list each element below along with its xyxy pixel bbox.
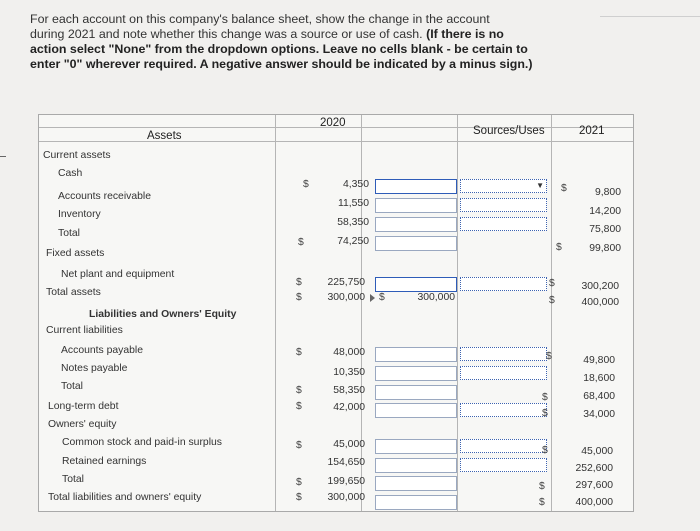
change-input-net-plant[interactable] — [375, 277, 457, 292]
value-2021-ar: 14,200 — [589, 206, 621, 217]
value-2020-inventory: 58,350 — [337, 217, 369, 228]
value-2020-total-cl: 58,350 — [333, 385, 365, 396]
sources-uses-dropdown-net-plant[interactable] — [460, 277, 547, 291]
dollar-sign: $ — [542, 392, 548, 403]
change-input-total-cl[interactable] — [375, 385, 457, 400]
dollar-sign: $ — [296, 277, 302, 288]
dollar-sign: $ — [296, 440, 302, 451]
dollar-sign: $ — [296, 292, 302, 303]
change-input-retained[interactable] — [375, 458, 457, 473]
dollar-sign: $ — [296, 477, 302, 488]
sources-uses-dropdown-ap[interactable] — [460, 347, 547, 361]
dollar-sign: $ — [296, 492, 302, 503]
sources-uses-dropdown-retained[interactable] — [460, 458, 547, 472]
dollar-sign: $ — [542, 445, 548, 456]
value-2020-net-plant: 225,750 — [327, 277, 365, 288]
instructions-line-1: For each account on this company's balance sheet, show the change in the account — [30, 12, 490, 26]
label-total-owners-equity: Total — [62, 474, 84, 485]
value-2020-np: 10,350 — [333, 367, 365, 378]
change-input-ap[interactable] — [375, 347, 457, 362]
value-2020-ltd: 42,000 — [333, 402, 365, 413]
sources-uses-dropdown-inventory[interactable] — [460, 217, 547, 231]
change-input-inventory[interactable] — [375, 217, 457, 232]
label-total-current-assets: Total — [58, 228, 80, 239]
change-input-ltd[interactable] — [375, 403, 457, 418]
value-2021-retained: 252,600 — [575, 463, 613, 474]
dollar-sign: $ — [549, 278, 555, 289]
label-owners-equity: Owners' equity — [48, 419, 117, 430]
label-inventory: Inventory — [58, 209, 101, 220]
dollar-sign: $ — [561, 183, 567, 194]
value-2020-ap: 48,000 — [333, 347, 365, 358]
label-long-term-debt: Long-term debt — [48, 401, 119, 412]
left-edge-mark — [0, 156, 6, 157]
sources-uses-dropdown-ar[interactable] — [460, 198, 547, 212]
change-input-common-stock[interactable] — [375, 439, 457, 454]
label-accounts-receivable: Accounts receivable — [58, 191, 151, 202]
instructions-line-4: enter "0" wherever required. A negative answer should be indicated by a minus sign.) — [30, 57, 533, 71]
label-retained-earnings: Retained earnings — [62, 456, 147, 467]
label-current-liabilities: Current liabilities — [46, 325, 123, 336]
value-change-total-assets: 300,000 — [417, 292, 455, 303]
label-net-plant: Net plant and equipment — [61, 269, 175, 280]
dollar-sign: $ — [379, 292, 385, 303]
instructions — [30, 12, 590, 72]
column-header-2020: 2020 — [320, 117, 346, 129]
sources-uses-dropdown-cash[interactable] — [460, 179, 547, 193]
balance-sheet-table — [38, 114, 634, 512]
dollar-sign: $ — [542, 408, 548, 419]
value-2020-total-oe: 199,650 — [327, 476, 365, 487]
label-current-assets: Current assets — [43, 150, 111, 161]
label-notes-payable: Notes payable — [61, 363, 128, 374]
dollar-sign: $ — [298, 237, 304, 248]
value-2021-total-assets: 400,000 — [581, 297, 619, 308]
label-total-assets: Total assets — [46, 287, 101, 298]
column-header-2021: 2021 — [579, 125, 605, 137]
label-total-liabilities-equity: Total liabilities and owners' equity — [48, 492, 202, 503]
sources-uses-dropdown-ltd[interactable] — [460, 403, 547, 417]
value-2021-np: 18,600 — [583, 373, 615, 384]
value-2021-inventory: 75,800 — [589, 224, 621, 235]
dollar-sign: $ — [296, 385, 302, 396]
label-cash: Cash — [58, 168, 83, 179]
dollar-sign: $ — [546, 351, 552, 362]
dollar-sign: $ — [303, 179, 309, 190]
assets-header: Assets — [147, 130, 182, 142]
sources-uses-dropdown-np[interactable] — [460, 366, 547, 380]
change-input-ar[interactable] — [375, 198, 457, 213]
value-2020-common-stock: 45,000 — [333, 439, 365, 450]
grid-col-line — [457, 115, 458, 511]
value-2021-total-cl: 68,400 — [583, 391, 615, 402]
grid-col-line — [275, 115, 276, 511]
value-2021-total-oe: 297,600 — [575, 480, 613, 491]
value-2021-cash: 9,800 — [594, 187, 621, 198]
value-2021-total-le: 400,000 — [575, 497, 613, 508]
cell-marker — [370, 294, 375, 302]
value-2020-total-ca: 74,250 — [337, 236, 369, 247]
value-2021-net-plant: 300,200 — [581, 281, 619, 292]
value-2020-ar: 11,550 — [337, 198, 369, 209]
value-2021-total-ca: 99,800 — [589, 243, 621, 254]
chevron-down-icon: ▼ — [536, 181, 544, 190]
top-divider — [600, 16, 700, 17]
change-input-np[interactable] — [375, 366, 457, 381]
dollar-sign: $ — [549, 295, 555, 306]
change-input-cash[interactable] — [375, 179, 457, 194]
value-2020-cash: 4,350 — [342, 179, 369, 190]
column-header-sources-uses: Sources/Uses — [473, 125, 545, 137]
change-input-total-ca[interactable] — [375, 236, 457, 251]
dollar-sign: $ — [539, 497, 545, 508]
label-total-current-liabilities: Total — [61, 381, 83, 392]
dollar-sign: $ — [296, 401, 302, 412]
value-2020-retained: 154,650 — [327, 457, 365, 468]
change-input-total-oe[interactable] — [375, 476, 457, 491]
liabilities-header: Liabilities and Owners' Equity — [89, 309, 237, 320]
value-2021-common-stock: 45,000 — [581, 446, 613, 457]
change-input-total-le[interactable] — [375, 495, 457, 510]
value-2021-ap: 49,800 — [583, 355, 615, 366]
sources-uses-dropdown-common-stock[interactable] — [460, 439, 547, 453]
instructions-line-2: during 2021 and note whether this change was a source or use of cash. (If there is no — [30, 27, 504, 41]
value-2021-ltd: 34,000 — [583, 409, 615, 420]
label-accounts-payable: Accounts payable — [61, 345, 144, 356]
grid-row-line — [39, 141, 633, 142]
instructions-line-3: action select "None" from the dropdown options. Leave no cells blank - be certain to — [30, 42, 528, 56]
label-fixed-assets: Fixed assets — [46, 248, 105, 259]
value-2020-total-assets: 300,000 — [327, 292, 365, 303]
label-common-stock: Common stock and paid-in surplus — [62, 437, 222, 448]
value-2020-total-le: 300,000 — [327, 492, 365, 503]
dollar-sign: $ — [556, 242, 562, 253]
dollar-sign: $ — [296, 347, 302, 358]
grid-col-line — [551, 115, 552, 511]
dollar-sign: $ — [539, 481, 545, 492]
grid-col-line — [361, 115, 362, 511]
